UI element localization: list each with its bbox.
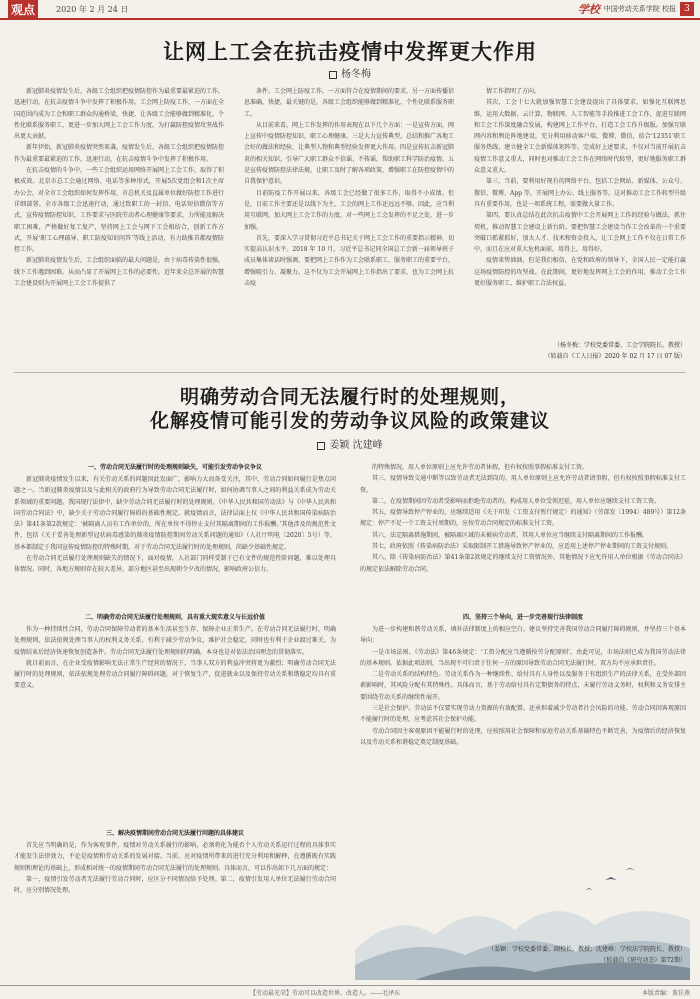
paragraph: 新冠肺炎疫情发生后，工会组织面临的最大问题是，由于病毒传染性很强，线下工作遇到困难。从而凸显了开展网上工作的必要性。近年来全总开展的智慧工会建设则为开展网上工会工作提供了 xyxy=(14,257,224,288)
article2-authors: 姜颖 沈建峰 xyxy=(329,440,383,451)
paragraph: 目前防疫工作开展以来，各级工会已经做了很多工作，取得不小成绩。但是，目前工作主要还是以线下为主，工会的网上工作还远远不够。因此，应当利用互联网，加大网上工会工作的力度，对一些网上工会发挥的不足之处，进一步加强。 xyxy=(244,189,454,231)
paragraph: 其六，法定隔离措施期间，被隔离区域的未被病劳动者，其用人单位应当继续支付隔离期间的工作报酬。 xyxy=(372,531,649,539)
author-credit: （杨冬梅：学校党委常委、工会学院院长、教授） xyxy=(553,342,686,349)
paragraph: 第一，疫情引发劳动者无法履行劳动合同时，应区分不同情况给予处理。第二，疫情引发用人单位无法履行劳动合同时，应分别情况处理。 xyxy=(14,875,336,895)
paragraph: 三是社会保护。劳动法不仅要实现劳动力资源的有效配置，还承担着减少劳动者社会风险的功能。劳动合同因客观原因不能履行时的处理，应考虑其社会保护功能。 xyxy=(360,705,686,724)
newspaper-logo: 学校 xyxy=(577,3,600,16)
paragraph: 其三，疫情导致交通中断等以致劳动者无法到岗的，用人单位原则上应允许劳动者请事假，但有权按照事假标准支付工资。 xyxy=(360,475,686,494)
paragraph: 一是市场法则。《劳动法》第46条规定：‘工资分配应当遵循按劳分配原则’。由此可见，市场法则已成为我国劳动法律的基本规则。依据此项法则，当出现不可归责于任何一方的原因导致劳动合同无法履行时，双方均不应承担责任。 xyxy=(360,648,686,667)
section-heading-4: 四、坚持三个导向，进一步完善现行法律制度 xyxy=(462,614,583,621)
paragraph: 在抗击疫情的斗争中，一些工会组织运用网络开展网上工会工作，取得了积极成效。北京市总工会通过网络、电话等多种形式，开展5次党组会和1次主席办公会，对全市工会组织如何发挥作用，市总机关及直属单位做好防控工作进行详细部署。全市各级工会迅速行动，通过致职工的一封信、电话短信微信等方式，宣传疫情防控知识，工作要求与医院劳动者心理健康等要求，力所能及解决职工困难，严格做好复工复产，坚持网上工会与网下工会相结合，创新工作方式，开展‘职工心理疏导、职工防疫知识问答’等线上活动，有力助推首都疫情防控工作。 xyxy=(14,167,224,254)
paragraph: 情工作指明了方向。 xyxy=(486,88,541,95)
paragraph: 其八，除《传染病防治法》第41条第2款规定的继续支付工资情况外，其他情况下应允许用人单位根据《劳动合同法》的规定依法解除劳动合同。 xyxy=(360,554,686,573)
article2-section1-body xyxy=(14,474,336,588)
source-credit: （转载自《工人日报》2020 年 02 月 17 日 07 版） xyxy=(544,353,686,360)
paragraph: 从目前来看，网上工作发挥的作用表现在以下几个方面：一是宣传方面，网上宣传中疫情防控知识，职工心理健康。三是大力宣传典型，总结和推广各地工会好的做法和经验，让典型人物和典型经验发挥更大作用。四是宣传抗击新冠肺炎的相关知识，引导广大职工群众不信谣、不传谣，帮助职工科学防治疫情。五是宣传疫情防控法律法规，让职工及时了解各项政策，增强职工在防控疫情中的自我保护意识。 xyxy=(244,121,454,186)
byline-square-icon xyxy=(329,71,337,79)
article1-column-3 xyxy=(474,86,686,336)
paragraph: 条件。工会网上防疫工作，一方面符合在疫情期间的要求，另一方面传播信息准确，快捷，最关键的是，各级工会组织能够做到精准化、个性化联系服务职工。 xyxy=(244,88,454,118)
paragraph: 作为一种持续性合同，劳动合同保障劳动者的基本生活甚至生存，保障企业正常生产。在劳动合同无法履行时，明确处理规则，依法依规处理当事人的权利义务关系，有利于减少劳动争议，维护社会稳定，同时也有利于企业渡过难关，为疫情结束后经济快速恢复创造条件。劳动合同无法履行处理规则的明确，本身也是对依法治国理念的贯彻落实。 xyxy=(14,626,336,656)
paragraph: 新年伊始，新冠肺炎疫情突然来袭。疫情发生后，各级工会组织把疫情防控作为最重要最紧迫的工作，迅速行动，在抗击疫情斗争中发挥了积极作用。 xyxy=(14,144,224,163)
issue-date: 2020 年 2 月 24 日 xyxy=(56,4,129,14)
section-badge: 观点 xyxy=(8,0,38,18)
paragraph: 其七，政府依照《传染病防治法》采取限制开工措施导致停产停业的，应适用上述停产停业期间的工资支付规则。 xyxy=(372,543,673,551)
article1-column-2 xyxy=(244,86,454,366)
paragraph: 第四，要认真总结在此次抗击疫情中工会开展网上工作的经验与做法，抓住契机，推动智慧工会建设上新台阶。要把智慧工会建设当作工会改革的一个重要突破口抓紧抓好，加大人才、技术和资金投入，让工会网上工作不仅在日常工作中，而且在应对重大危机面前，用得上，用得好。 xyxy=(474,212,686,254)
section-heading-3: 三、解决疫情期间劳动合同无法履行问题的具体建议 xyxy=(105,830,244,837)
article-divider xyxy=(14,372,686,373)
footer-editor: 本版责编：董佳燕 xyxy=(641,990,690,997)
page-number: 3 xyxy=(680,2,694,16)
source-credit: （转载自《研究动态》第72期） xyxy=(600,957,686,964)
section-heading-1: 一、劳动合同无法履行时的处理规则缺失，可能引发劳动争议争议 xyxy=(87,464,262,471)
page-header xyxy=(0,0,700,20)
article2-title-line2: 化解疫情可能引发的劳动争议风险的政策建议 xyxy=(149,410,550,432)
article2-section3-body xyxy=(14,840,336,980)
article2-byline xyxy=(0,436,700,451)
article1-byline xyxy=(0,65,700,80)
article2-title-line1: 明确劳动合同无法履行时的处理规则， xyxy=(179,386,520,408)
author-credit: （姜颖：学校党委常委、副校长、教授；沈建峰：学校法学院院长、教授） xyxy=(487,946,686,953)
paragraph: 二是劳动关系的结构特色。劳动关系作为一种继续性、给付具有人身性以及服务于有组织生产的法律关系，在受外部因素影响时，其风险分配有其特殊性。具体而言，基于劳动给付具有定期债务的特点，未履行劳动义务时，权利和义务安排主要围绕劳动关系的继续性展开。 xyxy=(360,671,686,701)
byline-square-icon xyxy=(317,442,325,450)
article1-title: 让网上工会在抗击疫情中发挥更大作用 xyxy=(163,39,537,64)
article2-section2-body xyxy=(14,624,336,720)
paragraph: 就目前而言，在企业受疫情影响无法正常生产经营的情况下，当事人双方的利益冲突将更为激烈；明确劳动合同无法履行时的处理规则，依法依规处理劳动合同履行障碍问题，对于恢复生产，促进就业以及保持劳动关系和谐稳定均具有重要意义。 xyxy=(14,659,336,690)
article1-author: 杨冬梅 xyxy=(341,69,371,80)
paragraph: 在劳动合同无法履行处理规则缺失的情况下，面对疫情，人社部门同样受制于已有文件的规范性阶问题，难以处理具体情况。同时，各地方规则存在较大差异，部分地区甚至出现朝令夕改的情况，影响政府公信力。 xyxy=(14,555,336,574)
school-name: 中国劳动关系学院 校报 xyxy=(603,5,676,13)
page-footer xyxy=(0,985,700,999)
paragraph: 新冠肺炎疫情发生以来，有关劳动关系的问题因此发面广，影响力大而备受关注，其中，劳动合同如何履行是焦点问题之一。当新冠肺炎疫情以及与此相关的政府行为导致劳动合同无法履行时，如何协调当事人之间的利益关系成为劳动关系领域的重要问题。我国现行法律中，缺少劳动合同无法履行时的处理规则。《中华人民共和国劳动法》与《中华人民共和国劳动合同法》中，缺少关于劳动合同履行障碍的基础性规定。就疫情而言，法律层面上仅《中华人民共和国传染病防治法》第41条第2款规定：‘被隔离人员有工作单位的，所在单位不得停止支付其隔离期间的工作报酬。’其他涉及的规范性文件，包括《关于妥善处理新型冠状病毒感染的肺炎疫情防控期间劳动关系问题的通知》（人社厅明电〔2020〕5号）等，基本都制定于我国宣传疫情防控的特殊时期，对于劳动合同无法履行时的处理规则，尚缺少基础性规定。 xyxy=(14,476,336,551)
paragraph: 劳动合同因主客观原因不能履行时的处理，应按照用社会保障和家庭劳动关系基础特色不断完善，为疫情后的经济恢复以及劳动关系和谐稳定奠定制度基础。 xyxy=(360,727,686,746)
article1-column-1 xyxy=(14,86,224,366)
section-heading-2: 二、明确劳动合同无法履行处理规则，具有重大现实意义与长远价值 xyxy=(84,614,265,621)
masthead xyxy=(578,1,694,17)
paragraph: 其次，工会十七大就加强智慧工会建设提出了具体要求，如强化互联网思维，运用大数据、云计算、物联网、人工智能等手段推进工会工作，促进互联网和工会工作深度融合发展，构建网上工作平台，打造工会工作升级版。加强互联网内容和舆论阵地建设，充分利用移动客户端、微博、微信，结合‘12351’职工服务热线，建立健全工会新媒体矩阵等。完成好上述要求，不仅对当前开展抗击疫情工作意义重大，同时也对推动工会工作在网络时代转型，更好地服务职工群众意义重大。 xyxy=(474,99,686,175)
paragraph: 的特殊情况，用人单位原则上应允许劳动者休假，但有权按照事假标准支付工资。 xyxy=(372,464,589,471)
paragraph: 第三，当前，要利用好现有的网络平台，包括工会网站、新媒体、公众号、微信、微博、App 等，开展网上办公、线上服务等。这对推动工会工作转型升级具有重要作用，也是一项系统工程，需要做大量工作。 xyxy=(474,178,686,208)
paragraph: 首先应当明确的是，作为客观事件，疫情对劳动关系履行的影响，必须将化为能否个人劳动关系运行过程的具体事实才能发生法律效力，不论是疫情和劳动关系的发展对接。当前，应对疫情所带来的进行充分利用和解释，在遵循既有实践规则和理论的基础上，形成相对统一的疫情期间劳动合同无法履行的处理规则。具体而言，可以作出如下几方面的规定： xyxy=(14,842,336,872)
article2-section4-body xyxy=(360,624,686,860)
paragraph: 第二，在疫情期间因劳动者受影响而拒绝劳动者的，构成用人单位受领迟延，用人单位应继续支付工资工资。 xyxy=(372,497,661,505)
article2-signature xyxy=(360,944,686,966)
article2-right-column-top xyxy=(360,462,686,610)
paragraph: 为进一步构建和谐劳动关系，填补法律制度上的相应空白，建议坚持完善我国劳动合同履行障碍规则，并坚持三个基本导向： xyxy=(360,626,686,645)
paragraph: 新冠肺炎疫情发生后，各级工会组织把疫情防控作为最重要最紧迫的工作，迅速行动，在抗击疫情斗争中发挥了积极作用。工会网上防疫工作，一方面在全国范围内成为工会和职工群众沟通桥梁，快捷，让各级工会能够做到精准化，个性化联系服务职工，更进一步加大网上工会工作力度，为打赢防控疫情攻坚战作出更大贡献。 xyxy=(14,88,224,141)
footer-slogan: 【劳动最光荣】劳动可以改造世界，改造人。——毛泽东 xyxy=(250,990,401,997)
paragraph: 其五，疫情导致停产停业的，应继续适用《关于印发〈工资支付暂行规定〉的通知》（劳部发〔1994〕489号）第12条规定：停产不足一个工资支付周期的，应按劳动合同规定的标准支付工资。 xyxy=(360,509,686,528)
paragraph: 疫情来势汹汹，但是我们相信，在党和政府的领导下，全国人民一定能打赢这场疫情防控的攻坚战。在此期间，更好地发挥网上工会的作用，推动工会工作更好服务职工，维护职工合法权益。 xyxy=(474,257,686,288)
paragraph: 首先，要深入学习贯彻习近平总书记关于网上工会工作的重要指示精神，切实提高认识水平。2018 年 10 月，习近平总书记同全国总工会新一届领导班子成员集体谈话时强调，要把网上工作作为工会联系职工、服务职工的重要平台，增强吸引力、凝聚力。这不仅为工会开展网上工作指出了要求，也为工会网上抗击疫 xyxy=(244,234,454,288)
article1-signature xyxy=(474,340,686,362)
